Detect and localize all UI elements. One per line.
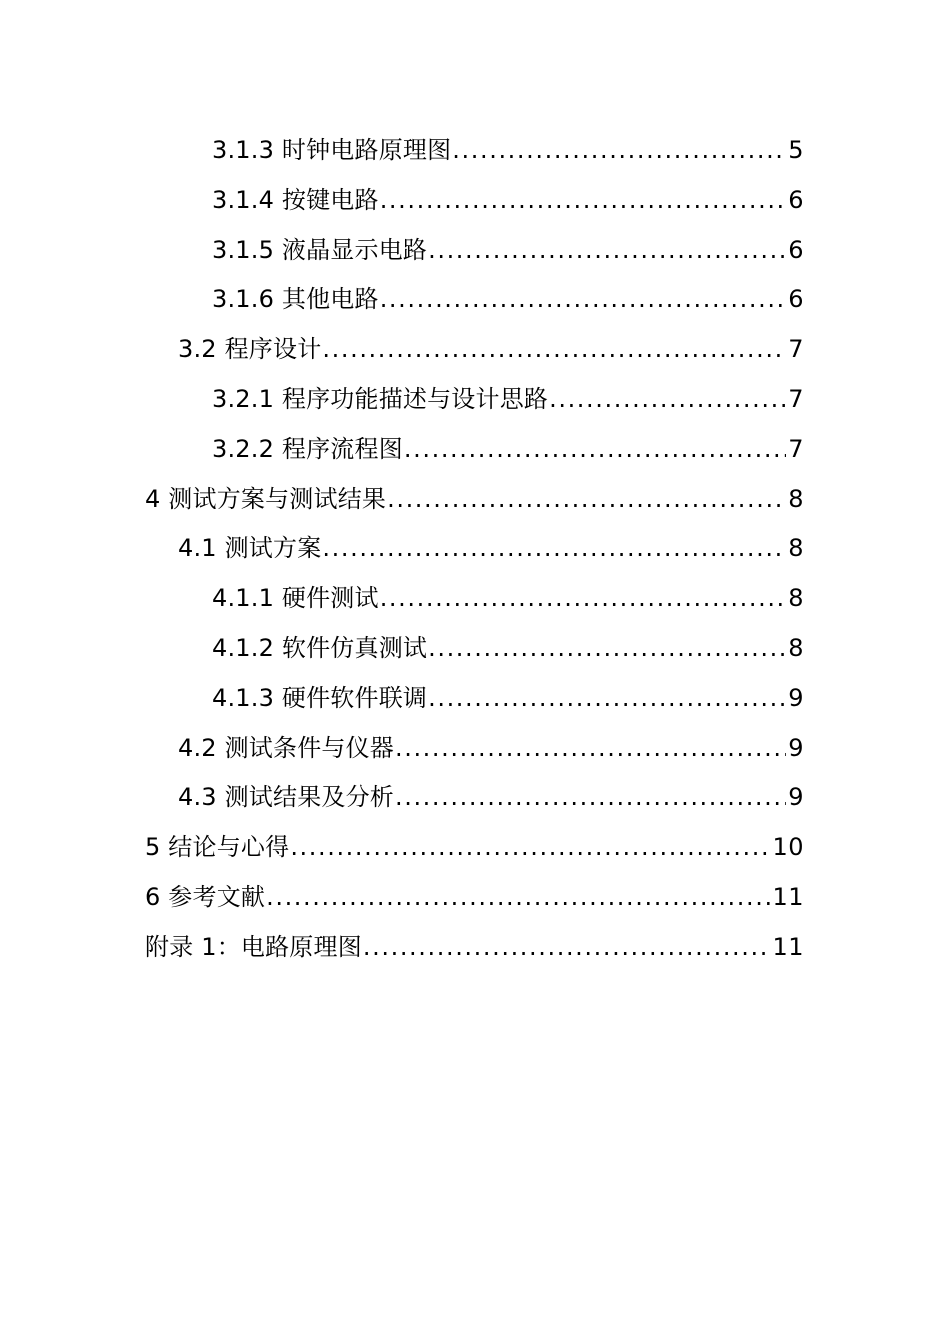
toc-entry[interactable] xyxy=(0,772,950,822)
toc-entry-label: 4.1 测试方案 xyxy=(178,534,322,563)
toc-page-number: 7 xyxy=(788,335,804,364)
toc-dot-leader xyxy=(387,482,786,516)
toc-entry-label: 4.1.3 硬件软件联调 xyxy=(212,683,428,712)
toc-page-number: 11 xyxy=(772,882,804,911)
toc-page-number: 5 xyxy=(788,136,804,164)
toc-entry[interactable] xyxy=(0,723,950,773)
toc-entry[interactable] xyxy=(0,474,950,524)
toc-page-number: 8 xyxy=(788,584,804,613)
toc-entry-label: 3.1.3 时钟电路原理图 xyxy=(212,136,452,164)
toc-entry-label: 3.1.6 其他电路 xyxy=(212,285,379,314)
toc-entry-label: 4 测试方案与测试结果 xyxy=(145,484,387,513)
toc-entry[interactable] xyxy=(0,673,950,723)
toc-page-number: 6 xyxy=(788,285,804,314)
toc-page-number: 7 xyxy=(788,384,804,413)
toc-dot-leader xyxy=(322,531,786,565)
toc-entry-label: 3.2.1 程序功能描述与设计思路 xyxy=(212,384,549,413)
toc-dot-leader xyxy=(290,830,770,864)
toc-entry-label: 6 参考文献 xyxy=(145,882,266,911)
toc-dot-leader xyxy=(363,930,771,964)
toc-entry-label: 3.1.5 液晶显示电路 xyxy=(212,235,428,264)
toc-entry[interactable] xyxy=(0,424,950,474)
toc-entry-label: 4.1.2 软件仿真测试 xyxy=(212,633,428,662)
toc-page-number: 9 xyxy=(788,783,804,812)
toc-entry[interactable] xyxy=(0,822,950,872)
toc-entry[interactable] xyxy=(0,324,950,374)
toc-entry-label: 4.3 测试结果及分析 xyxy=(178,783,394,812)
toc-page-number: 11 xyxy=(772,932,804,961)
toc-page-number: 6 xyxy=(788,235,804,264)
table-of-contents xyxy=(0,125,950,972)
toc-dot-leader xyxy=(549,382,786,416)
toc-page-number: 7 xyxy=(788,434,804,463)
toc-entry[interactable] xyxy=(0,175,950,225)
toc-entry[interactable] xyxy=(0,274,950,324)
toc-dot-leader xyxy=(404,432,786,466)
toc-entry[interactable] xyxy=(0,125,950,175)
toc-page-number: 8 xyxy=(788,534,804,563)
toc-dot-leader xyxy=(428,681,786,715)
toc-entry-label: 5 结论与心得 xyxy=(145,833,290,862)
toc-dot-leader xyxy=(395,780,786,814)
toc-dot-leader xyxy=(428,631,786,665)
toc-entry-label: 3.2.2 程序流程图 xyxy=(212,434,403,463)
toc-entry[interactable] xyxy=(0,623,950,673)
toc-page-number: 9 xyxy=(788,683,804,712)
toc-dot-leader xyxy=(266,880,770,914)
toc-dot-leader xyxy=(428,233,786,267)
toc-dot-leader xyxy=(380,282,787,316)
toc-entry[interactable] xyxy=(0,374,950,424)
toc-entry-label: 3.1.4 按键电路 xyxy=(212,185,379,214)
toc-entry[interactable] xyxy=(0,872,950,922)
toc-entry-label: 4.2 测试条件与仪器 xyxy=(178,733,394,762)
toc-page-number: 9 xyxy=(788,733,804,762)
toc-entry-label: 附录 1：电路原理图 xyxy=(145,932,362,961)
toc-page-number: 10 xyxy=(772,833,804,862)
toc-entry[interactable] xyxy=(0,922,950,972)
toc-page-number: 8 xyxy=(788,484,804,513)
toc-page-number: 8 xyxy=(788,633,804,662)
toc-dot-leader xyxy=(452,133,786,167)
toc-entry-label: 3.2 程序设计 xyxy=(178,335,322,364)
toc-entry[interactable] xyxy=(0,523,950,573)
toc-entry-label: 4.1.1 硬件测试 xyxy=(212,584,379,613)
toc-entry[interactable] xyxy=(0,225,950,275)
toc-dot-leader xyxy=(322,332,786,366)
toc-entry[interactable] xyxy=(0,573,950,623)
toc-page-number: 6 xyxy=(788,185,804,214)
toc-dot-leader xyxy=(395,731,786,765)
toc-dot-leader xyxy=(380,581,787,615)
toc-dot-leader xyxy=(380,183,787,217)
